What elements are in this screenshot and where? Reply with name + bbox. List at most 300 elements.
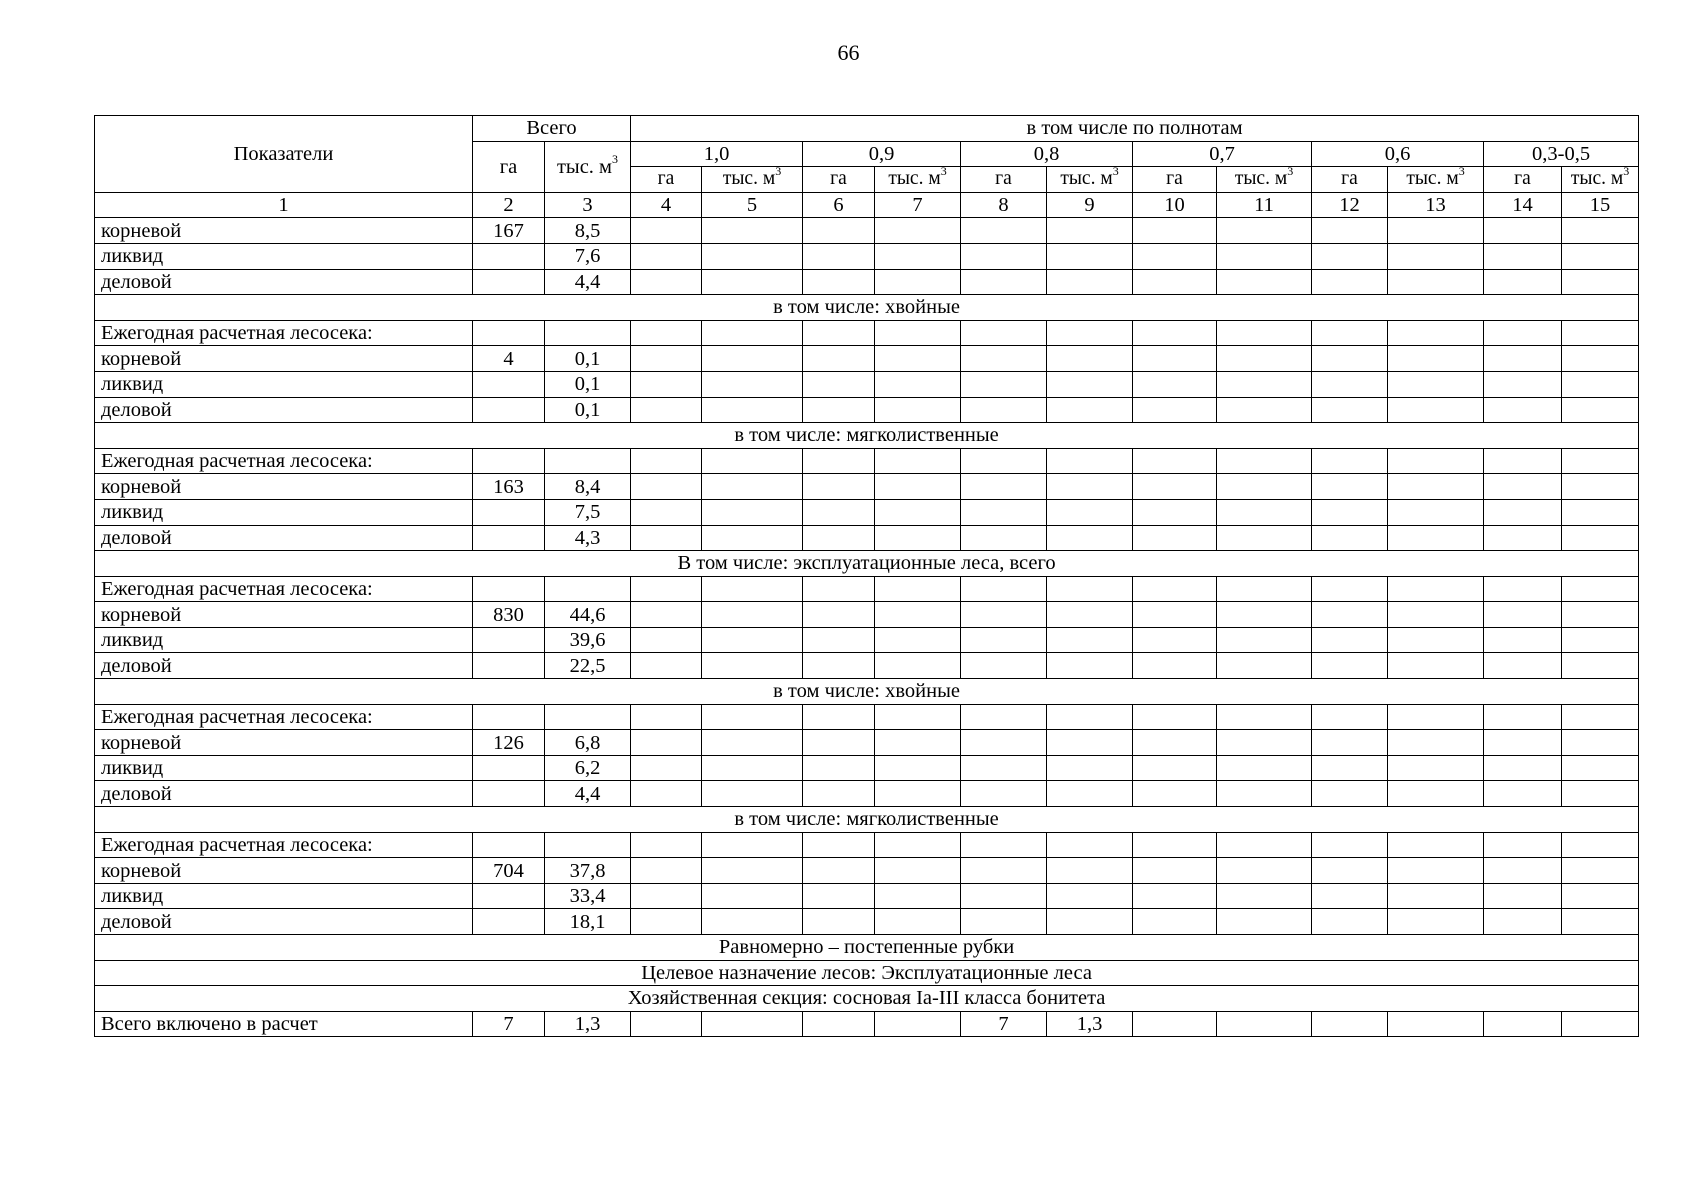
table-cell	[1562, 1011, 1639, 1037]
table-cell	[473, 243, 545, 269]
row-label: деловой	[95, 525, 473, 551]
table-cell	[631, 218, 702, 244]
table-row	[95, 499, 1639, 525]
table-cell	[803, 346, 875, 372]
table-row	[95, 218, 1639, 244]
table-cell	[1312, 525, 1388, 551]
table-cell	[1562, 704, 1639, 730]
table-cell	[875, 371, 961, 397]
table-cell	[631, 653, 702, 679]
table-cell	[1217, 858, 1312, 884]
table-cell	[1047, 218, 1133, 244]
table-row	[95, 448, 1639, 474]
table-cell	[1312, 576, 1388, 602]
table-cell	[1133, 755, 1217, 781]
table-cell	[803, 218, 875, 244]
table-cell	[1562, 320, 1639, 346]
table-cell	[1388, 704, 1484, 730]
table-cell	[702, 474, 803, 500]
table-cell	[875, 730, 961, 756]
table-cell	[1562, 499, 1639, 525]
table-cell	[631, 346, 702, 372]
table-cell	[1388, 883, 1484, 909]
table-cell	[1484, 832, 1562, 858]
table-cell	[1562, 243, 1639, 269]
table-cell	[1388, 474, 1484, 500]
table-cell	[702, 602, 803, 628]
table-cell	[1047, 653, 1133, 679]
table-cell	[1388, 781, 1484, 807]
table-cell	[1484, 346, 1562, 372]
section-title: в том числе: хвойные	[95, 679, 1639, 705]
table-cell	[961, 474, 1047, 500]
table-cell	[702, 320, 803, 346]
section-row	[95, 960, 1639, 986]
table-cell	[1562, 883, 1639, 909]
table-cell	[961, 576, 1047, 602]
table-cell	[875, 704, 961, 730]
table-cell	[1484, 755, 1562, 781]
table-cell: 0,1	[545, 397, 631, 423]
table-cell: 830	[473, 602, 545, 628]
table-cell	[702, 755, 803, 781]
table-cell	[702, 371, 803, 397]
row-label: Ежегодная расчетная лесосека:	[95, 448, 473, 474]
table-cell	[1217, 755, 1312, 781]
table-cell	[1133, 525, 1217, 551]
table-row	[95, 755, 1639, 781]
table-cell	[875, 832, 961, 858]
table-cell	[1388, 346, 1484, 372]
table-cell	[803, 269, 875, 295]
table-cell	[1133, 576, 1217, 602]
table-cell	[1388, 653, 1484, 679]
row-label: корневой	[95, 730, 473, 756]
table-cell	[1217, 704, 1312, 730]
table-cell	[1217, 346, 1312, 372]
table-cell	[803, 730, 875, 756]
table-cell	[875, 448, 961, 474]
table-cell	[631, 448, 702, 474]
table-cell	[875, 883, 961, 909]
table-cell	[473, 832, 545, 858]
table-cell	[803, 448, 875, 474]
table-row	[95, 320, 1639, 346]
table-cell	[631, 1011, 702, 1037]
table-cell	[875, 627, 961, 653]
table-cell	[1133, 653, 1217, 679]
table-cell	[803, 499, 875, 525]
table-cell	[1047, 346, 1133, 372]
table-cell	[961, 704, 1047, 730]
table-cell	[1133, 499, 1217, 525]
table-cell	[1388, 627, 1484, 653]
table-cell	[1047, 755, 1133, 781]
section-row	[95, 679, 1639, 705]
table-cell: 37,8	[545, 858, 631, 884]
table-cell	[1484, 653, 1562, 679]
table-cell	[1217, 371, 1312, 397]
table-cell	[1047, 525, 1133, 551]
table-cell	[1484, 371, 1562, 397]
table-cell	[473, 755, 545, 781]
table-cell	[1133, 243, 1217, 269]
table-cell	[631, 474, 702, 500]
table-cell	[1047, 474, 1133, 500]
table-cell	[961, 832, 1047, 858]
table-cell: 7	[961, 1011, 1047, 1037]
table-cell	[803, 781, 875, 807]
table-cell	[702, 218, 803, 244]
table-cell	[803, 909, 875, 935]
table-cell	[702, 832, 803, 858]
table-cell	[1312, 883, 1388, 909]
column-number: 15	[1562, 192, 1639, 218]
section-title: В том числе: эксплуатационные леса, всего	[95, 551, 1639, 577]
row-label: ликвид	[95, 755, 473, 781]
table-cell	[1047, 832, 1133, 858]
table-cell: 8,5	[545, 218, 631, 244]
table-cell	[473, 627, 545, 653]
table-cell	[1388, 832, 1484, 858]
section-title: в том числе: хвойные	[95, 295, 1639, 321]
table-cell	[1388, 602, 1484, 628]
table-cell: 4,4	[545, 781, 631, 807]
table-cell	[631, 602, 702, 628]
table-cell	[875, 499, 961, 525]
section-title: Равномерно – постепенные рубки	[95, 935, 1639, 961]
table-cell	[1312, 371, 1388, 397]
table-cell	[545, 576, 631, 602]
table-cell	[1312, 730, 1388, 756]
table-row	[95, 371, 1639, 397]
table-cell	[1562, 474, 1639, 500]
table-row	[95, 704, 1639, 730]
table-cell	[1562, 781, 1639, 807]
row-label: Ежегодная расчетная лесосека:	[95, 704, 473, 730]
header-unit-ha: га	[1484, 167, 1562, 193]
table-cell	[1217, 883, 1312, 909]
table-cell	[1484, 576, 1562, 602]
section-row	[95, 935, 1639, 961]
table-cell	[1047, 781, 1133, 807]
table-cell	[1312, 627, 1388, 653]
table-cell: 6,2	[545, 755, 631, 781]
table-cell	[1133, 346, 1217, 372]
table-cell	[875, 909, 961, 935]
row-label: деловой	[95, 397, 473, 423]
table-cell: 0,1	[545, 371, 631, 397]
table-cell	[961, 243, 1047, 269]
table-cell	[702, 858, 803, 884]
header-unit-volume: тыс. $м^3$	[875, 167, 961, 193]
table-cell	[961, 346, 1047, 372]
table-cell	[631, 525, 702, 551]
table-cell	[473, 883, 545, 909]
header-unit-volume: тыс. $м^3$	[702, 167, 803, 193]
table-cell	[1388, 269, 1484, 295]
table-cell	[1217, 653, 1312, 679]
table-cell	[1388, 525, 1484, 551]
table-cell	[1388, 576, 1484, 602]
table-cell	[1484, 243, 1562, 269]
table-cell	[1484, 269, 1562, 295]
row-label: ликвид	[95, 499, 473, 525]
section-row	[95, 986, 1639, 1012]
table-cell	[803, 474, 875, 500]
header-unit-ha: га	[961, 167, 1047, 193]
table-row	[95, 653, 1639, 679]
table-cell	[473, 269, 545, 295]
table-cell: 18,1	[545, 909, 631, 935]
table-cell	[1047, 704, 1133, 730]
header-unit-volume: тыс. $м^3$	[1562, 167, 1639, 193]
table-cell	[473, 576, 545, 602]
row-label: деловой	[95, 909, 473, 935]
row-label: Ежегодная расчетная лесосека:	[95, 832, 473, 858]
table-row	[95, 269, 1639, 295]
row-label: корневой	[95, 218, 473, 244]
table-cell	[1388, 243, 1484, 269]
table-cell	[1312, 448, 1388, 474]
table-cell	[631, 499, 702, 525]
table-cell	[961, 602, 1047, 628]
table-row	[95, 576, 1639, 602]
table-cell	[631, 576, 702, 602]
table-cell	[545, 832, 631, 858]
table-cell	[1217, 397, 1312, 423]
table-cell	[702, 730, 803, 756]
table-cell	[1133, 858, 1217, 884]
section-row	[95, 295, 1639, 321]
column-number: 10	[1133, 192, 1217, 218]
header-total: Всего	[473, 116, 631, 142]
table-cell: 44,6	[545, 602, 631, 628]
table-cell	[875, 397, 961, 423]
table-cell	[702, 397, 803, 423]
table-cell	[1133, 218, 1217, 244]
table-cell	[961, 627, 1047, 653]
table-cell	[473, 909, 545, 935]
table-cell	[961, 755, 1047, 781]
table-cell	[1562, 371, 1639, 397]
table-cell	[1312, 320, 1388, 346]
table-cell	[1217, 602, 1312, 628]
section-title: в том числе: мягколиственные	[95, 423, 1639, 449]
table-cell	[803, 883, 875, 909]
table-cell	[1217, 218, 1312, 244]
table-cell	[702, 781, 803, 807]
column-number: 5	[702, 192, 803, 218]
header-by-density: в том числе по полнотам	[631, 116, 1639, 142]
header-density-0-7: 0,7	[1133, 141, 1312, 167]
row-label: ликвид	[95, 243, 473, 269]
row-label: корневой	[95, 474, 473, 500]
header-density-0-3-0-5: 0,3-0,5	[1484, 141, 1639, 167]
table-cell	[1312, 1011, 1388, 1037]
table-cell: 4,4	[545, 269, 631, 295]
table-cell	[631, 832, 702, 858]
table-row	[95, 909, 1639, 935]
table-cell	[473, 704, 545, 730]
table-cell	[1312, 346, 1388, 372]
table-cell	[631, 730, 702, 756]
table-cell	[1133, 269, 1217, 295]
table-cell	[1388, 218, 1484, 244]
header-row-1	[95, 116, 1639, 142]
table-cell	[1047, 883, 1133, 909]
table-cell	[1133, 832, 1217, 858]
table-cell	[1312, 653, 1388, 679]
table-cell	[631, 781, 702, 807]
table-cell	[961, 653, 1047, 679]
table-cell	[702, 909, 803, 935]
table-cell	[1484, 781, 1562, 807]
table-cell: 126	[473, 730, 545, 756]
table-cell	[473, 525, 545, 551]
table-cell	[1312, 832, 1388, 858]
header-unit-ha: га	[803, 167, 875, 193]
table-cell	[1047, 730, 1133, 756]
table-cell	[961, 448, 1047, 474]
table-cell	[1312, 755, 1388, 781]
table-cell	[1133, 883, 1217, 909]
table-cell	[875, 858, 961, 884]
table-cell	[1133, 474, 1217, 500]
table-cell: 22,5	[545, 653, 631, 679]
table-cell: 167	[473, 218, 545, 244]
table-cell	[1047, 909, 1133, 935]
table-cell	[1562, 218, 1639, 244]
table-cell	[875, 269, 961, 295]
table-cell	[631, 320, 702, 346]
table-cell	[875, 320, 961, 346]
table-cell	[803, 1011, 875, 1037]
table-cell	[1562, 832, 1639, 858]
table-cell	[1388, 755, 1484, 781]
table-cell	[1484, 1011, 1562, 1037]
table-cell	[1047, 243, 1133, 269]
table-cell	[1484, 730, 1562, 756]
table-cell	[875, 602, 961, 628]
column-number: 1	[95, 192, 473, 218]
table-cell	[1562, 858, 1639, 884]
table-cell	[1562, 269, 1639, 295]
section-title: Целевое назначение лесов: Эксплуатационные леса	[95, 960, 1639, 986]
table-row	[95, 781, 1639, 807]
table-cell	[803, 576, 875, 602]
table-cell	[803, 397, 875, 423]
row-label: Ежегодная расчетная лесосека:	[95, 320, 473, 346]
column-number: 13	[1388, 192, 1484, 218]
table-cell	[1388, 371, 1484, 397]
table-cell	[875, 346, 961, 372]
table-cell	[545, 448, 631, 474]
table-cell	[875, 1011, 961, 1037]
table-cell	[1388, 909, 1484, 935]
table-cell	[1388, 448, 1484, 474]
header-indicators: Показатели	[95, 116, 473, 193]
table-cell	[631, 371, 702, 397]
header-unit-volume: тыс. $м^3$	[1388, 167, 1484, 193]
table-row	[95, 243, 1639, 269]
section-row	[95, 807, 1639, 833]
table-cell	[1562, 653, 1639, 679]
table-cell	[961, 781, 1047, 807]
table-cell: 7,5	[545, 499, 631, 525]
table-cell	[631, 627, 702, 653]
table-cell	[1562, 909, 1639, 935]
table-cell	[803, 627, 875, 653]
table-cell	[473, 371, 545, 397]
row-label: корневой	[95, 346, 473, 372]
table-cell	[1388, 730, 1484, 756]
table-cell	[631, 858, 702, 884]
table-cell	[1217, 832, 1312, 858]
table-cell	[961, 909, 1047, 935]
table-cell	[631, 243, 702, 269]
table-cell	[1217, 525, 1312, 551]
table-cell	[1133, 704, 1217, 730]
page-number: 66	[837, 40, 860, 65]
row-label: ликвид	[95, 627, 473, 653]
table-cell	[1484, 627, 1562, 653]
table-cell	[1133, 602, 1217, 628]
table-cell	[1484, 909, 1562, 935]
table-cell	[961, 320, 1047, 346]
table-cell	[1562, 397, 1639, 423]
table-cell	[1217, 269, 1312, 295]
table-cell	[1047, 627, 1133, 653]
table-row	[95, 832, 1639, 858]
column-number: 11	[1217, 192, 1312, 218]
table-cell	[803, 704, 875, 730]
table-cell	[473, 781, 545, 807]
table-cell	[1133, 909, 1217, 935]
table-cell	[1217, 499, 1312, 525]
table-cell	[1484, 218, 1562, 244]
table-cell	[875, 576, 961, 602]
table-row	[95, 525, 1639, 551]
table-cell	[473, 653, 545, 679]
table-row	[95, 883, 1639, 909]
table-cell	[1484, 499, 1562, 525]
table-cell	[1312, 269, 1388, 295]
table-cell	[1217, 576, 1312, 602]
table-cell	[1312, 474, 1388, 500]
table-cell	[1562, 525, 1639, 551]
header-total-vol: тыс. $м^3$	[545, 141, 631, 192]
table-cell	[1312, 909, 1388, 935]
table-cell	[1312, 602, 1388, 628]
table-cell	[1217, 474, 1312, 500]
table-cell	[961, 397, 1047, 423]
column-number: 9	[1047, 192, 1133, 218]
column-number: 6	[803, 192, 875, 218]
header-density-0-6: 0,6	[1312, 141, 1484, 167]
table-cell	[1484, 448, 1562, 474]
table-cell: 4	[473, 346, 545, 372]
table-cell	[1484, 704, 1562, 730]
table-cell: 163	[473, 474, 545, 500]
table-cell	[473, 320, 545, 346]
table-cell	[1312, 858, 1388, 884]
header-total-ha: га	[473, 141, 545, 192]
table-row	[95, 397, 1639, 423]
column-number-row	[95, 192, 1639, 218]
column-number: 8	[961, 192, 1047, 218]
table-cell	[1133, 397, 1217, 423]
